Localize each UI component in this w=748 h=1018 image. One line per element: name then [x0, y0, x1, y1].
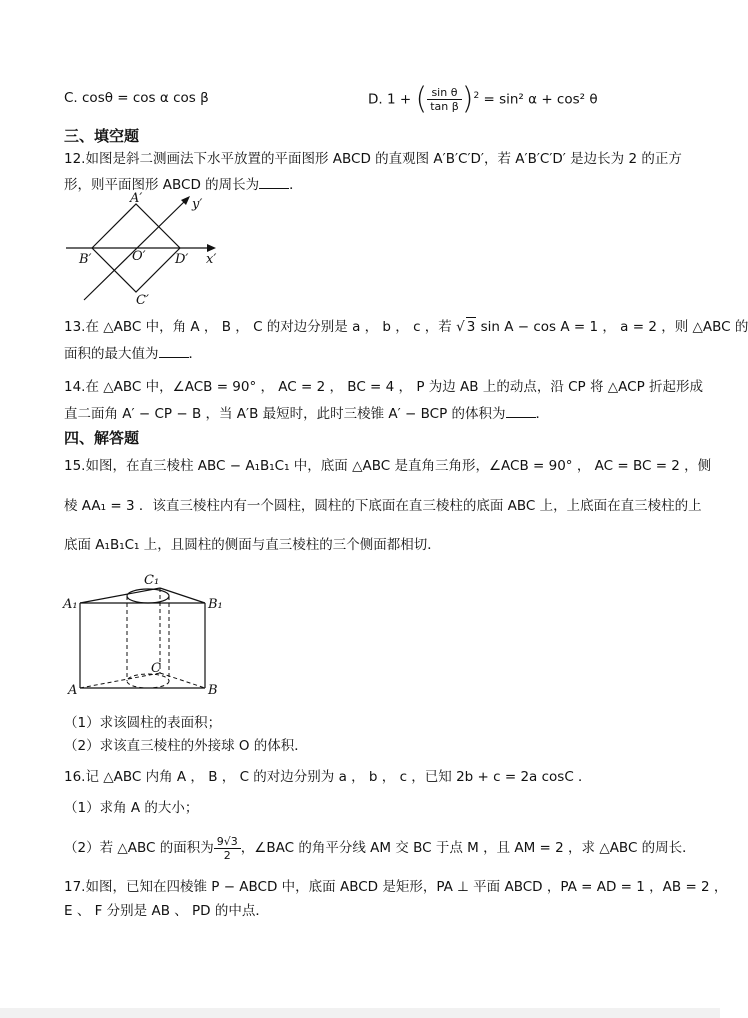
q13-sqrt-value: 3	[466, 319, 476, 335]
x-axis-arrow-icon	[207, 244, 216, 252]
q15-line3: 底面 A₁B₁C₁ 上，且圆柱的侧面与直三棱柱的三个侧面都相切．	[64, 537, 441, 553]
q16-area-den: 2	[223, 848, 231, 862]
q15-sub1: （1）求该圆柱的表面积；	[64, 715, 222, 731]
label-d-prime: D′	[175, 252, 189, 267]
q11-option-d: D. 1 + ( $\frac{\text{sin θ}}{\text{tan β}}$ )$^2$ = sin² α + cos² θ	[368, 81, 598, 117]
bottom-edge-ac-hidden	[80, 673, 160, 688]
top-edge-c1b1	[160, 588, 205, 603]
bottom-circle-hidden	[127, 674, 169, 688]
q16-sub2-a: （2）若 △ABC 的面积为	[64, 840, 214, 856]
q13-line2-text: 面积的最大值为	[64, 346, 159, 362]
q16-sub1: （1）求角 A 的大小；	[64, 800, 199, 816]
top-circle	[127, 589, 169, 603]
section-fill-in-title: 三、填空题	[64, 127, 140, 145]
q14-line1: 14.在 △ABC 中，∠ACB = 90° ， AC = 2 ， BC = 4 ， P 为边 AB 上的动点，沿 CP 将 △ACP 折起形成	[64, 379, 704, 395]
q12-line2-end: ．	[289, 177, 303, 193]
q11-option-c: C. cosθ = cos α cos β	[64, 90, 209, 106]
q16-area-fraction	[214, 835, 241, 862]
q13-line1-b: sin A − cos A = 1 ， a = 2 ，则 △ABC 的	[476, 319, 748, 335]
q14-answer-blank[interactable]	[506, 405, 536, 418]
q12-line2-text: 形，则平面图形 ABCD 的周长为	[64, 177, 260, 193]
q12-line1: 12.如图是斜二测画法下水平放置的平面图形 ABCD 的直观图 A′B′C′D′，若 A′B′C′D′ 是边长为 2 的正方	[64, 151, 682, 167]
q15-prism-figure	[60, 568, 240, 703]
q16-sub2	[64, 826, 696, 870]
label-b-prime: B′	[79, 252, 92, 267]
q12-figure	[60, 190, 230, 310]
q13-line1	[64, 317, 748, 336]
sqrt-icon: √	[456, 319, 465, 335]
section-solution-title: 四、解答题	[64, 429, 140, 447]
q16-area-num: 9√3	[214, 835, 241, 849]
q11-option-d-den: tan β	[430, 100, 459, 113]
q11-option-d-suffix: = sin² α + cos² θ	[479, 91, 598, 108]
q17-line1: 17.如图，已知在四棱锥 P − ABCD 中，底面 ABCD 是矩形，PA ⊥ 平面 ABCD ，PA = AD = 1 ，AB = 2 ，	[64, 879, 728, 895]
label-c: C	[151, 661, 161, 676]
q15-line1: 15.如图，在直三棱柱 ABC − A₁B₁C₁ 中，底面 △ABC 是直角三角形，∠ACB = 90° ， AC = BC = 2 ，侧	[64, 458, 712, 474]
q11-option-d-num: sin θ	[427, 86, 462, 100]
label-x-prime: x′	[206, 252, 217, 267]
label-c-prime: C′	[136, 293, 149, 308]
label-o-prime: O′	[132, 249, 146, 264]
label-c1: C₁	[144, 573, 160, 588]
label-a: A	[68, 683, 78, 698]
bottom-edge-cb-hidden	[160, 673, 205, 688]
q13-line2	[64, 345, 202, 363]
label-y-prime: y′	[192, 197, 203, 212]
q11-option-d-fraction	[427, 86, 462, 113]
page-bottom-strip	[0, 1008, 720, 1018]
label-b1: B₁	[208, 597, 223, 612]
q16-sub2-b: ，∠BAC 的角平分线 AM 交 BC 于点 M ，且 AM = 2 ，求 △ABC 的周长．	[240, 840, 696, 856]
label-a-prime: A′	[130, 191, 143, 206]
q13-line1-a: 13.在 △ABC 中，角 A ， B ， C 的对边分别是 a ， b ， c ，若	[64, 319, 457, 335]
q13-line2-end: ．	[188, 346, 202, 362]
q14-line2-text: 直二面角 A′ − CP − B ，当 A′B 最短时，此时三棱锥 A′ − BCP 的体积为	[64, 406, 506, 422]
label-a1: A₁	[63, 597, 78, 612]
q14-line2-end: ．	[535, 406, 550, 422]
q11-option-d-prefix: D. 1 +	[368, 91, 416, 108]
q12-answer-blank[interactable]	[259, 176, 289, 189]
q14-line2	[64, 405, 549, 423]
q15-line2: 棱 AA₁ = 3 ．该直三棱柱内有一个圆柱，圆柱的下底面在直三棱柱的底面 ABC 上，上底面在直三棱柱的上	[64, 498, 702, 514]
q15-sub2: （2）求该直三棱柱的外接球 O 的体积．	[64, 738, 308, 754]
top-edge-a1c1	[80, 588, 160, 603]
q17-line2: E 、 F 分别是 AB 、 PD 的中点．	[64, 903, 269, 919]
label-b: B	[208, 683, 218, 698]
q13-answer-blank[interactable]	[159, 345, 189, 358]
q16-line1: 16.记 △ABC 内角 A ， B ， C 的对边分别为 a ， b ， c ，已知 2b + c = 2a cosC ．	[64, 769, 592, 785]
